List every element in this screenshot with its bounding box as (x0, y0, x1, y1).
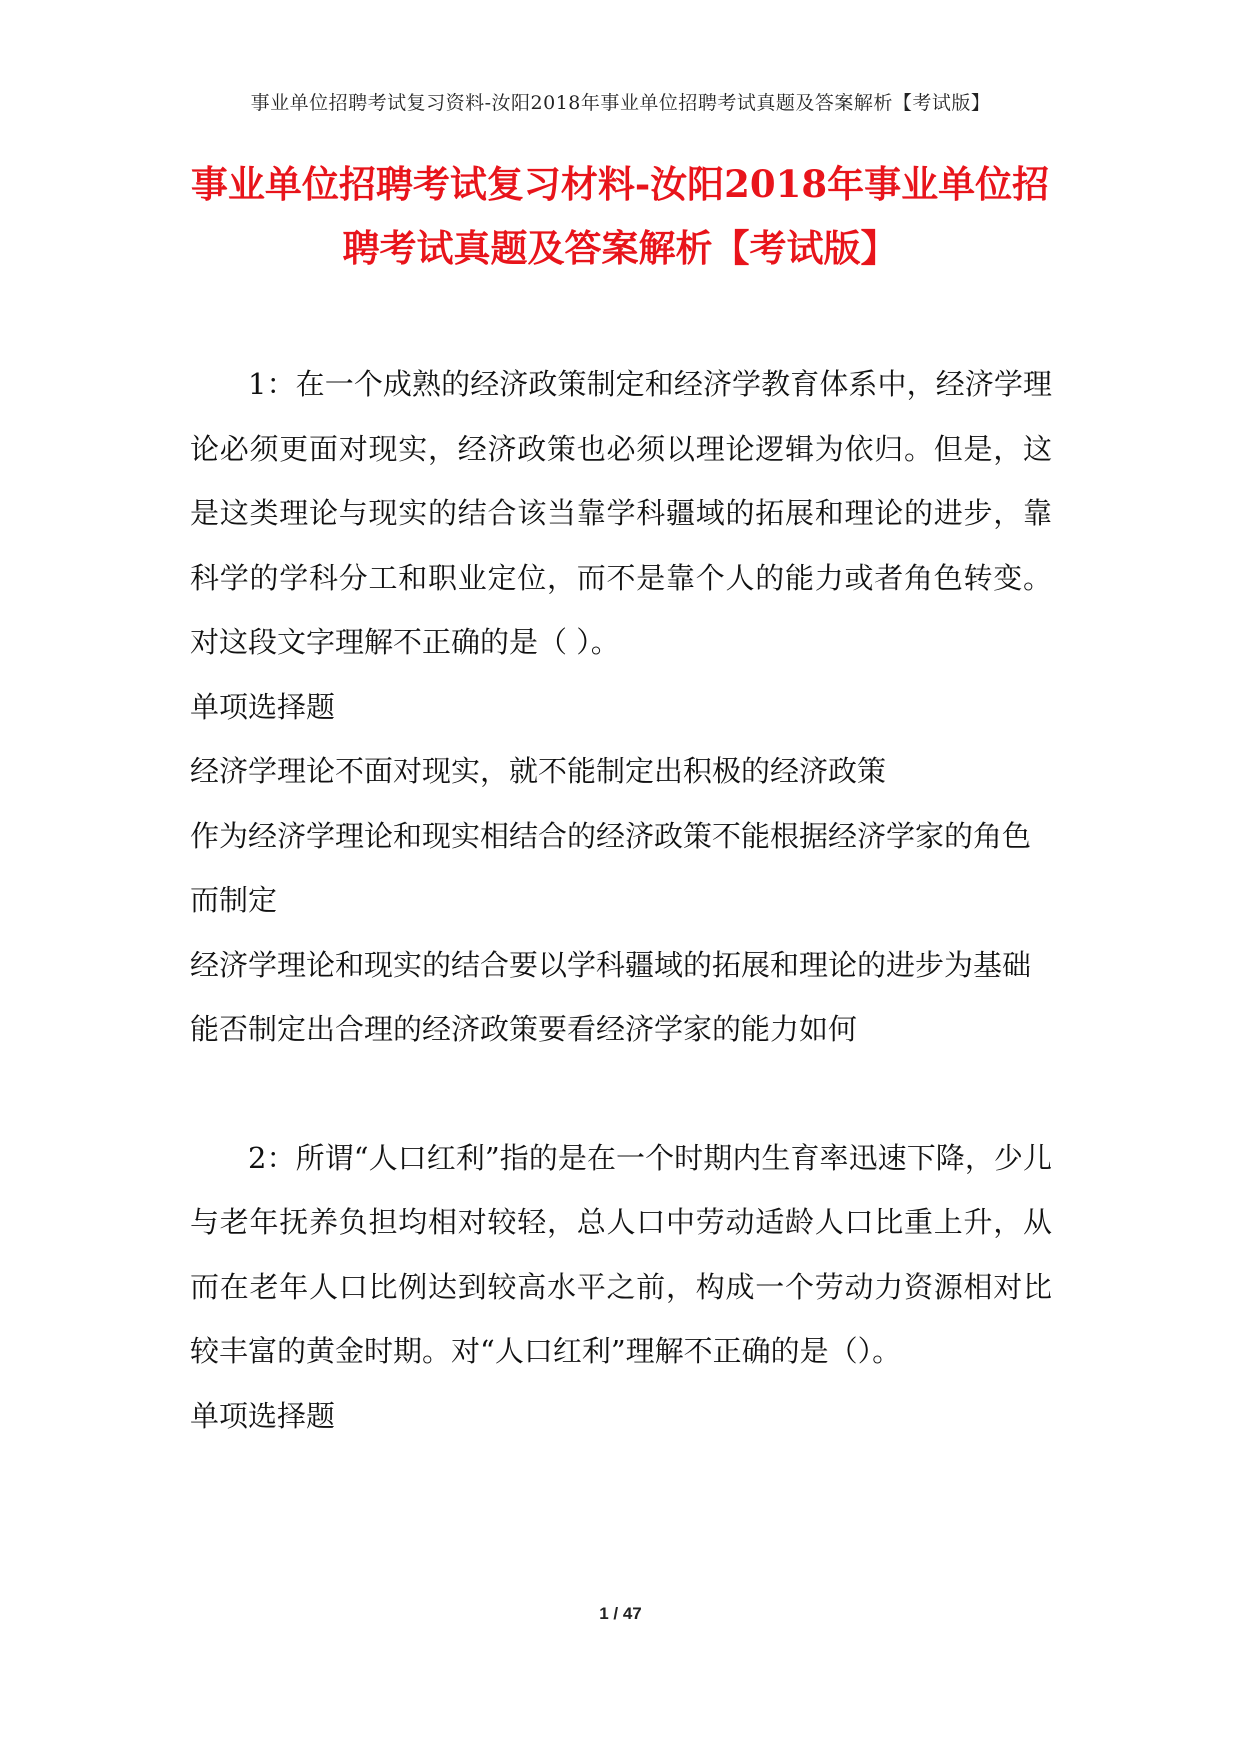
document-body (190, 352, 1052, 1448)
question-1-stem: 1：在一个成熟的经济政策制定和经济学教育体系中，经济学理论必须更面对现实，经济政策也必须以理论逻辑为依归。但是，这是这类理论与现实的结合该当靠学科疆域的拓展和理论的进步，靠科学的学科分工和职业定位，而不是靠个人的能力或者角色转变。对这段文字理解不正确的是（ ）。 (190, 367, 1052, 659)
question-1-option-2: 作为经济学理论和现实相结合的经济政策不能根据经济学家的角色而制定 (190, 818, 1032, 917)
page-number: 1 / 47 (599, 1604, 642, 1623)
question-2 (190, 1126, 1052, 1449)
question-2-type: 单项选择题 (190, 1398, 336, 1433)
running-header: 事业单位招聘考试复习资料-汝阳2018年事业单位招聘考试真题及答案解析【考试版】 (250, 92, 991, 114)
question-1-type: 单项选择题 (190, 689, 336, 724)
question-2-stem: 2：所谓“人口红利”指的是在一个时期内生育率迅速下降，少儿与老年抚养负担均相对较轻，总人口中劳动适龄人口比重上升，从而在老年人口比例达到较高水平之前，构成一个劳动力资源相对比较丰富的黄金时期。对“人口红利”理解不正确的是（）。 (190, 1140, 1052, 1368)
question-1-option-4: 能否制定出合理的经济政策要看经济学家的能力如何 (190, 1012, 858, 1046)
question-1-option-3: 经济学理论和现实的结合要以学科疆域的拓展和理论的进步为基础 (190, 947, 1032, 982)
question-1 (190, 352, 1052, 1062)
document-title-line-1: 事业单位招聘考试复习材料-汝阳2018年事业单位招 (190, 162, 1050, 206)
document-title-line-2: 聘考试真题及答案解析【考试版】 (342, 226, 898, 270)
question-spacer (190, 1062, 1052, 1126)
document-title (180, 152, 1060, 280)
question-1-option-1: 经济学理论不面对现实，就不能制定出积极的经济政策 (190, 754, 887, 788)
